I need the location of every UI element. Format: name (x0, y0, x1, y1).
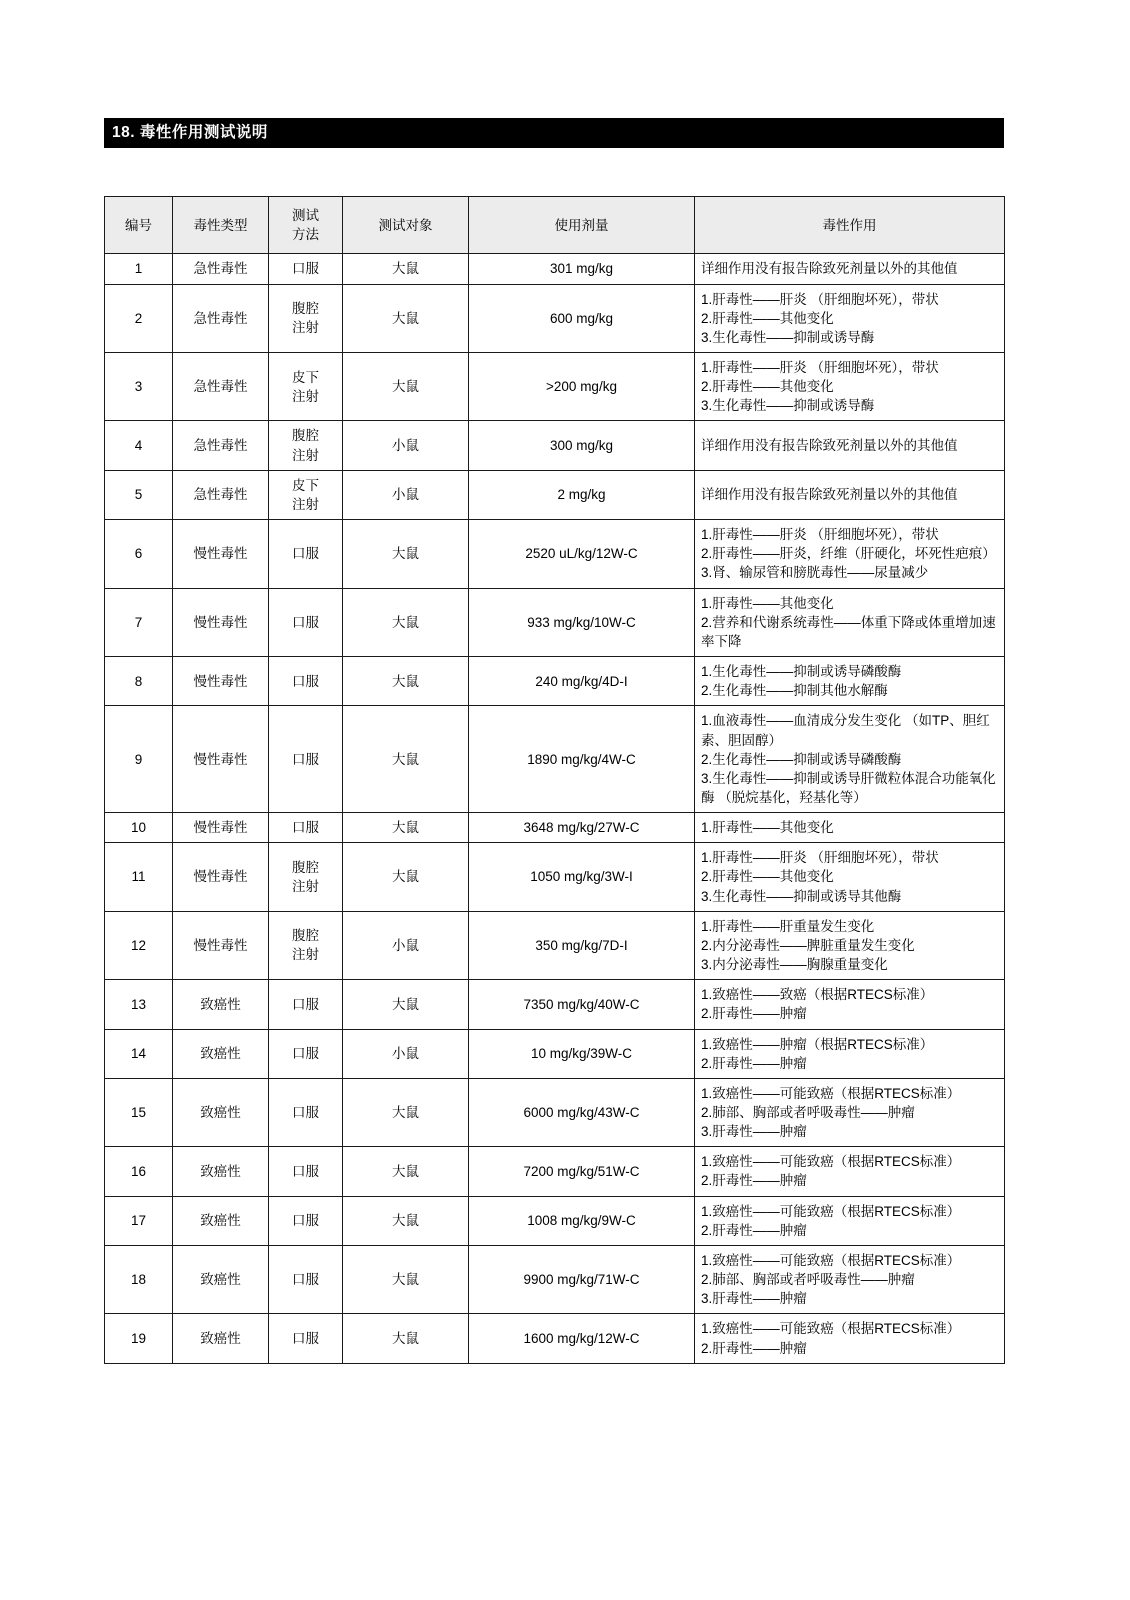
cell-no: 3 (105, 353, 173, 421)
cell-type: 致癌性 (173, 1245, 269, 1313)
effect-line: 1.致癌性——可能致癌（根据RTECS标准） (701, 1085, 961, 1101)
table-row (105, 353, 1005, 421)
cell-subject: 大鼠 (343, 1147, 469, 1196)
cell-subject: 大鼠 (343, 254, 469, 284)
cell-effect (695, 657, 1005, 706)
table-row (105, 254, 1005, 284)
cell-dose: 2 mg/kg (469, 470, 695, 519)
cell-subject: 小鼠 (343, 1029, 469, 1078)
cell-no: 14 (105, 1029, 173, 1078)
cell-method: 口服 (269, 980, 343, 1029)
cell-no: 15 (105, 1078, 173, 1146)
cell-subject: 大鼠 (343, 1245, 469, 1313)
cell-effect (695, 1029, 1005, 1078)
cell-no: 2 (105, 284, 173, 352)
cell-no: 5 (105, 470, 173, 519)
effect-line: 3.肾、输尿管和膀胱毒性——尿量减少 (701, 565, 929, 581)
cell-subject: 大鼠 (343, 588, 469, 656)
cell-method: 口服 (269, 1147, 343, 1196)
cell-method: 口服 (269, 1314, 343, 1363)
effect-line: 1.致癌性——可能致癌（根据RTECS标准） (701, 1203, 961, 1219)
effect-line: 详细作用没有报告除致死剂量以外的其他值 (701, 438, 958, 454)
effect-line: 1.致癌性——可能致癌（根据RTECS标准） (701, 1154, 961, 1170)
effect-line: 2.肝毒性——肝炎，纤维（肝硬化，坏死性疤痕） (701, 546, 996, 562)
cell-subject: 大鼠 (343, 353, 469, 421)
cell-method: 口服 (269, 706, 343, 813)
table-row (105, 1196, 1005, 1245)
table-row (105, 520, 1005, 588)
cell-subject: 大鼠 (343, 520, 469, 588)
table-body (105, 254, 1005, 1363)
cell-dose: 10 mg/kg/39W-C (469, 1029, 695, 1078)
cell-subject: 大鼠 (343, 284, 469, 352)
cell-no: 11 (105, 843, 173, 911)
cell-type: 急性毒性 (173, 284, 269, 352)
cell-type: 慢性毒性 (173, 706, 269, 813)
cell-dose: >200 mg/kg (469, 353, 695, 421)
cell-effect (695, 1196, 1005, 1245)
effect-line: 3.肝毒性——肿瘤 (701, 1124, 807, 1140)
column-header-method: 测试 方法 (269, 197, 343, 254)
effect-line: 3.肝毒性——肿瘤 (701, 1291, 807, 1307)
cell-method: 腹腔 注射 (269, 843, 343, 911)
table-row (105, 843, 1005, 911)
cell-dose: 1890 mg/kg/4W-C (469, 706, 695, 813)
table-row (105, 1245, 1005, 1313)
cell-dose: 1050 mg/kg/3W-I (469, 843, 695, 911)
cell-type: 慢性毒性 (173, 520, 269, 588)
cell-no: 6 (105, 520, 173, 588)
effect-line: 2.营养和代谢系统毒性——体重下降或体重增加速率下降 (701, 614, 996, 649)
cell-effect (695, 980, 1005, 1029)
cell-effect (695, 1245, 1005, 1313)
cell-type: 慢性毒性 (173, 911, 269, 979)
effect-line: 3.内分泌毒性——胸腺重量变化 (701, 957, 888, 973)
cell-effect (695, 588, 1005, 656)
cell-effect (695, 284, 1005, 352)
column-header-subject: 测试对象 (343, 197, 469, 254)
cell-dose: 600 mg/kg (469, 284, 695, 352)
cell-dose: 7200 mg/kg/51W-C (469, 1147, 695, 1196)
cell-subject: 小鼠 (343, 911, 469, 979)
cell-type: 慢性毒性 (173, 588, 269, 656)
column-header-no: 编号 (105, 197, 173, 254)
column-header-effect: 毒性作用 (695, 197, 1005, 254)
cell-dose: 240 mg/kg/4D-I (469, 657, 695, 706)
cell-no: 19 (105, 1314, 173, 1363)
table-row (105, 813, 1005, 843)
cell-subject: 大鼠 (343, 980, 469, 1029)
cell-type: 急性毒性 (173, 421, 269, 470)
cell-dose: 1008 mg/kg/9W-C (469, 1196, 695, 1245)
cell-method: 口服 (269, 588, 343, 656)
cell-effect (695, 254, 1005, 284)
section-title: 18. 毒性作用测试说明 (104, 118, 1004, 148)
cell-no: 8 (105, 657, 173, 706)
cell-no: 17 (105, 1196, 173, 1245)
toxicity-table-wrapper (104, 196, 1004, 1363)
effect-line: 2.肝毒性——肿瘤 (701, 1173, 807, 1189)
cell-dose: 350 mg/kg/7D-I (469, 911, 695, 979)
table-row (105, 706, 1005, 813)
cell-method: 皮下 注射 (269, 353, 343, 421)
cell-type: 致癌性 (173, 1029, 269, 1078)
cell-no: 4 (105, 421, 173, 470)
effect-line: 1.致癌性——致癌（根据RTECS标准） (701, 987, 934, 1003)
table-row (105, 1029, 1005, 1078)
cell-effect (695, 470, 1005, 519)
cell-no: 13 (105, 980, 173, 1029)
cell-subject: 大鼠 (343, 706, 469, 813)
effect-line: 1.肝毒性——其他变化 (701, 595, 834, 611)
cell-subject: 小鼠 (343, 421, 469, 470)
cell-type: 急性毒性 (173, 254, 269, 284)
table-row (105, 421, 1005, 470)
cell-dose: 7350 mg/kg/40W-C (469, 980, 695, 1029)
cell-subject: 大鼠 (343, 657, 469, 706)
cell-dose: 933 mg/kg/10W-C (469, 588, 695, 656)
cell-method: 腹腔 注射 (269, 284, 343, 352)
cell-method: 口服 (269, 1029, 343, 1078)
effect-line: 2.肝毒性——肿瘤 (701, 1340, 807, 1356)
cell-type: 致癌性 (173, 980, 269, 1029)
cell-no: 12 (105, 911, 173, 979)
cell-no: 1 (105, 254, 173, 284)
cell-method: 口服 (269, 657, 343, 706)
cell-dose: 6000 mg/kg/43W-C (469, 1078, 695, 1146)
cell-no: 9 (105, 706, 173, 813)
cell-method: 口服 (269, 1245, 343, 1313)
column-header-type: 毒性类型 (173, 197, 269, 254)
cell-subject: 大鼠 (343, 1314, 469, 1363)
cell-type: 致癌性 (173, 1078, 269, 1146)
table-row (105, 1147, 1005, 1196)
cell-dose: 2520 uL/kg/12W-C (469, 520, 695, 588)
cell-type: 致癌性 (173, 1314, 269, 1363)
table-row (105, 470, 1005, 519)
effect-line: 1.肝毒性——肝炎 （肝细胞坏死），带状 (701, 291, 939, 307)
cell-effect (695, 843, 1005, 911)
effect-line: 2.肺部、胸部或者呼吸毒性——肿瘤 (701, 1105, 915, 1120)
cell-type: 慢性毒性 (173, 843, 269, 911)
cell-type: 致癌性 (173, 1147, 269, 1196)
cell-dose: 301 mg/kg (469, 254, 695, 284)
effect-line: 2.肝毒性——肿瘤 (701, 1055, 807, 1071)
cell-effect (695, 1078, 1005, 1146)
effect-line: 1.肝毒性——其他变化 (701, 820, 834, 836)
effect-line: 3.生化毒性——抑制或诱导酶 (701, 329, 875, 345)
cell-effect (695, 421, 1005, 470)
cell-no: 7 (105, 588, 173, 656)
effect-line: 3.生化毒性——抑制或诱导酶 (701, 398, 875, 414)
effect-line: 1.致癌性——可能致癌（根据RTECS标准） (701, 1321, 961, 1337)
cell-method: 腹腔 注射 (269, 911, 343, 979)
cell-effect (695, 706, 1005, 813)
effect-line: 1.肝毒性——肝炎 （肝细胞坏死），带状 (701, 360, 939, 375)
effect-line: 详细作用没有报告除致死剂量以外的其他值 (701, 261, 958, 277)
cell-effect (695, 911, 1005, 979)
cell-subject: 大鼠 (343, 843, 469, 911)
effect-line: 2.肺部、胸部或者呼吸毒性——肿瘤 (701, 1272, 915, 1288)
cell-dose: 1600 mg/kg/12W-C (469, 1314, 695, 1363)
table-row (105, 657, 1005, 706)
table-row (105, 980, 1005, 1029)
cell-method: 口服 (269, 813, 343, 843)
effect-line: 2.生化毒性——抑制其他水解酶 (701, 683, 888, 699)
cell-no: 16 (105, 1147, 173, 1196)
cell-dose: 300 mg/kg (469, 421, 695, 470)
cell-subject: 大鼠 (343, 1196, 469, 1245)
cell-method: 口服 (269, 520, 343, 588)
cell-type: 急性毒性 (173, 353, 269, 421)
cell-type: 慢性毒性 (173, 813, 269, 843)
effect-line: 1.肝毒性——肝炎 （肝细胞坏死），带状 (701, 850, 939, 866)
cell-type: 致癌性 (173, 1196, 269, 1245)
table-header-row (105, 197, 1005, 254)
toxicity-table (104, 196, 1005, 1363)
table-row (105, 1078, 1005, 1146)
cell-subject: 大鼠 (343, 1078, 469, 1146)
cell-dose: 3648 mg/kg/27W-C (469, 813, 695, 843)
table-header (105, 197, 1005, 254)
cell-type: 急性毒性 (173, 470, 269, 519)
effect-line: 2.肝毒性——其他变化 (701, 869, 834, 885)
cell-dose: 9900 mg/kg/71W-C (469, 1245, 695, 1313)
effect-line: 2.肝毒性——肿瘤 (701, 1222, 807, 1238)
effect-line: 1.致癌性——肿瘤（根据RTECS标准） (701, 1036, 934, 1052)
effect-line: 1.肝毒性——肝重量发生变化 (701, 918, 875, 934)
effect-line: 详细作用没有报告除致死剂量以外的其他值 (701, 487, 958, 503)
effect-line: 3.生化毒性——抑制或诱导肝微粒体混合功能氧化酶 （脱烷基化，羟基化等） (701, 770, 996, 805)
cell-method: 口服 (269, 1078, 343, 1146)
table-row (105, 911, 1005, 979)
effect-line: 2.生化毒性——抑制或诱导磷酸酶 (701, 751, 902, 767)
table-row (105, 1314, 1005, 1363)
cell-effect (695, 1147, 1005, 1196)
effect-line: 2.肝毒性——肿瘤 (701, 1006, 807, 1022)
cell-effect (695, 813, 1005, 843)
effect-line: 1.生化毒性——抑制或诱导磷酸酶 (701, 664, 902, 680)
cell-method: 口服 (269, 254, 343, 284)
table-row (105, 284, 1005, 352)
effect-line: 1.血液毒性——血清成分发生变化 （如TP、胆红素、胆固醇） (701, 713, 990, 748)
effect-line: 2.肝毒性——其他变化 (701, 379, 834, 395)
cell-no: 10 (105, 813, 173, 843)
cell-no: 18 (105, 1245, 173, 1313)
cell-subject: 小鼠 (343, 470, 469, 519)
effect-line: 1.肝毒性——肝炎 （肝细胞坏死），带状 (701, 527, 939, 543)
cell-method: 腹腔 注射 (269, 421, 343, 470)
column-header-dose: 使用剂量 (469, 197, 695, 254)
cell-type: 慢性毒性 (173, 657, 269, 706)
cell-effect (695, 353, 1005, 421)
effect-line: 3.生化毒性——抑制或诱导其他酶 (701, 888, 902, 904)
effect-line: 2.内分泌毒性——脾脏重量发生变化 (701, 937, 915, 953)
effect-line: 2.肝毒性——其他变化 (701, 310, 834, 326)
cell-method: 口服 (269, 1196, 343, 1245)
cell-method: 皮下 注射 (269, 470, 343, 519)
table-row (105, 588, 1005, 656)
effect-line: 1.致癌性——可能致癌（根据RTECS标准） (701, 1252, 961, 1268)
cell-effect (695, 520, 1005, 588)
cell-effect (695, 1314, 1005, 1363)
cell-subject: 大鼠 (343, 813, 469, 843)
